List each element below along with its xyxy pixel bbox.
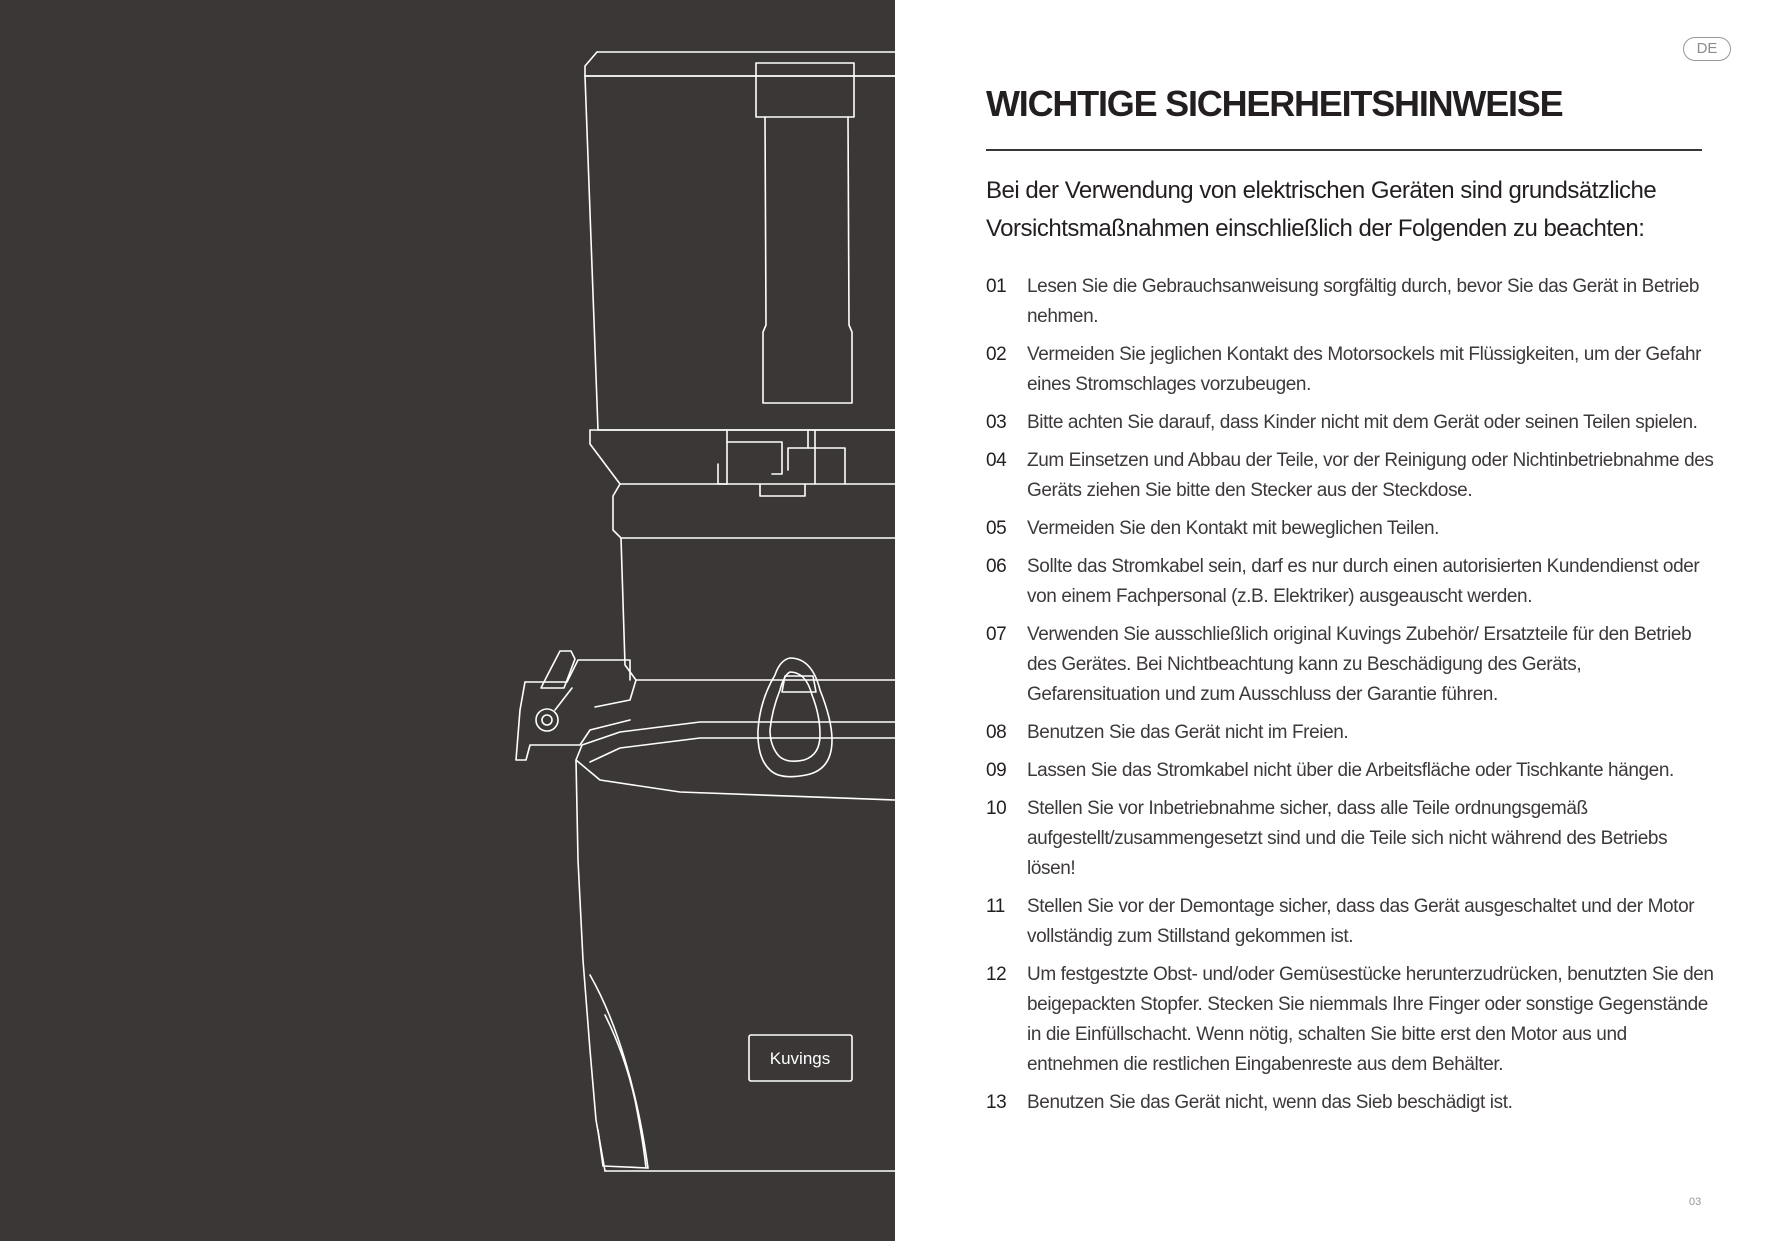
item-text: Lassen Sie das Stromkabel nicht über die Arbeitsfläche oder Tischkante hängen.: [1027, 760, 1674, 781]
title-divider: [986, 149, 1702, 151]
spout-inner: [770, 672, 820, 761]
item-text: Bitte achten Sie darauf, dass Kinder nicht mit dem Gerät oder seinen Teilen spielen.: [1027, 412, 1698, 433]
item-text: Benutzen Sie das Gerät nicht, wenn das Sieb beschädigt ist.: [1027, 1092, 1513, 1113]
list-item: [986, 408, 1716, 438]
list-item: [986, 272, 1716, 332]
item-text: Vermeiden Sie den Kontakt mit beweglichen Teilen.: [1027, 518, 1440, 539]
list-item: [986, 552, 1716, 612]
bowl-collar: [590, 430, 895, 484]
item-number: 06: [986, 556, 1007, 577]
item-number: 12: [986, 964, 1007, 985]
pulp-outlet: [516, 682, 630, 760]
item-text: Zum Einsetzen und Abbau der Teile, vor der Reinigung oder Nichtinbetriebnahme des Geräts ziehen Sie bitte den Stecker aus der Steckdose.: [1027, 450, 1714, 501]
language-badge: DE: [1683, 37, 1731, 61]
page-title: WICHTIGE SICHERHEITSHINWEISE: [986, 83, 1563, 124]
list-item: [986, 960, 1716, 1080]
item-text: Vermeiden Sie jeglichen Kontakt des Motorsockels mit Flüssigkeiten, um der Gefahr eines Stromschlages vorzubeugen.: [1027, 344, 1702, 395]
item-text: Stellen Sie vor Inbetriebnahme sicher, dass alle Teile ordnungsgemäß aufgestellt/zusammengesetzt sind und die Teile sich nicht während des Betriebs lösen!: [1027, 798, 1668, 879]
safety-instructions-list: [986, 272, 1716, 1126]
item-number: 04: [986, 450, 1007, 471]
base-front: [576, 760, 605, 1171]
item-number: 13: [986, 1092, 1007, 1113]
chute-cap: [756, 63, 854, 117]
item-text: Lesen Sie die Gebrauchsanweisung sorgfältig durch, bevor Sie das Gerät in Betrieb nehmen.: [1027, 276, 1700, 327]
lever-pivot: [536, 709, 558, 731]
item-text: Um festgestzte Obst- und/oder Gemüsestücke herunterzudrücken, benutzten Sie den beigepackten Stopfer. Stecken Sie niemmals Ihre Finger oder sonstige Gegenstände in die Einfüllschacht. Wenn nötig, schalten Sie bitte erst den Motor aus und entnehmen die restlichen Eingabenreste aus dem Behälter.: [1027, 964, 1714, 1075]
list-item: [986, 514, 1716, 544]
list-item: [986, 756, 1716, 786]
item-number: 01: [986, 276, 1007, 297]
brand-logo: Kuvings: [769, 1049, 831, 1068]
list-item: [986, 620, 1716, 710]
item-number: 03: [986, 412, 1007, 433]
list-item: [986, 794, 1716, 884]
base-top-edge: [576, 722, 895, 760]
item-number: 11: [986, 896, 1005, 917]
item-number: 07: [986, 624, 1007, 645]
item-number: 08: [986, 722, 1007, 743]
list-item: [986, 892, 1716, 952]
item-number: 05: [986, 518, 1007, 539]
list-item: [986, 1088, 1716, 1118]
intro-text: Bei der Verwendung von elektrischen Geräten sind grundsätzliche Vorsichtsmaßnahmen einschließlich der Folgenden zu beachten:: [986, 177, 1657, 242]
item-text: Benutzen Sie das Gerät nicht im Freien.: [1027, 722, 1349, 743]
list-item: [986, 340, 1716, 400]
hopper-lid-rim: [585, 52, 895, 76]
item-text: Stellen Sie vor der Demontage sicher, dass das Gerät ausgeschaltet und der Motor vollständig zum Stillstand gekommen ist.: [1027, 896, 1695, 947]
list-item: [986, 446, 1716, 506]
item-number: 10: [986, 798, 1007, 819]
bowl-top-band: [613, 484, 895, 538]
bowl-body: [621, 538, 895, 680]
item-number: 09: [986, 760, 1007, 781]
item-text: Verwenden Sie ausschließlich original Kuvings Zubehör/ Ersatzteile für den Betrieb des Gerätes. Bei Nichtbeachtung kann zu Beschädigung des Geräts, Gefarensituation und zum Ausschluss der Garantie führen.: [1027, 624, 1692, 705]
feed-chute: [763, 117, 852, 403]
page-number: 03: [1689, 1196, 1702, 1208]
list-item: [986, 718, 1716, 748]
item-number: 02: [986, 344, 1007, 365]
item-text: Sollte das Stromkabel sein, darf es nur durch einen autorisierten Kundendienst oder von einem Fachpersonal (z.B. Elektriker) ausgeauscht werden.: [1027, 556, 1700, 607]
